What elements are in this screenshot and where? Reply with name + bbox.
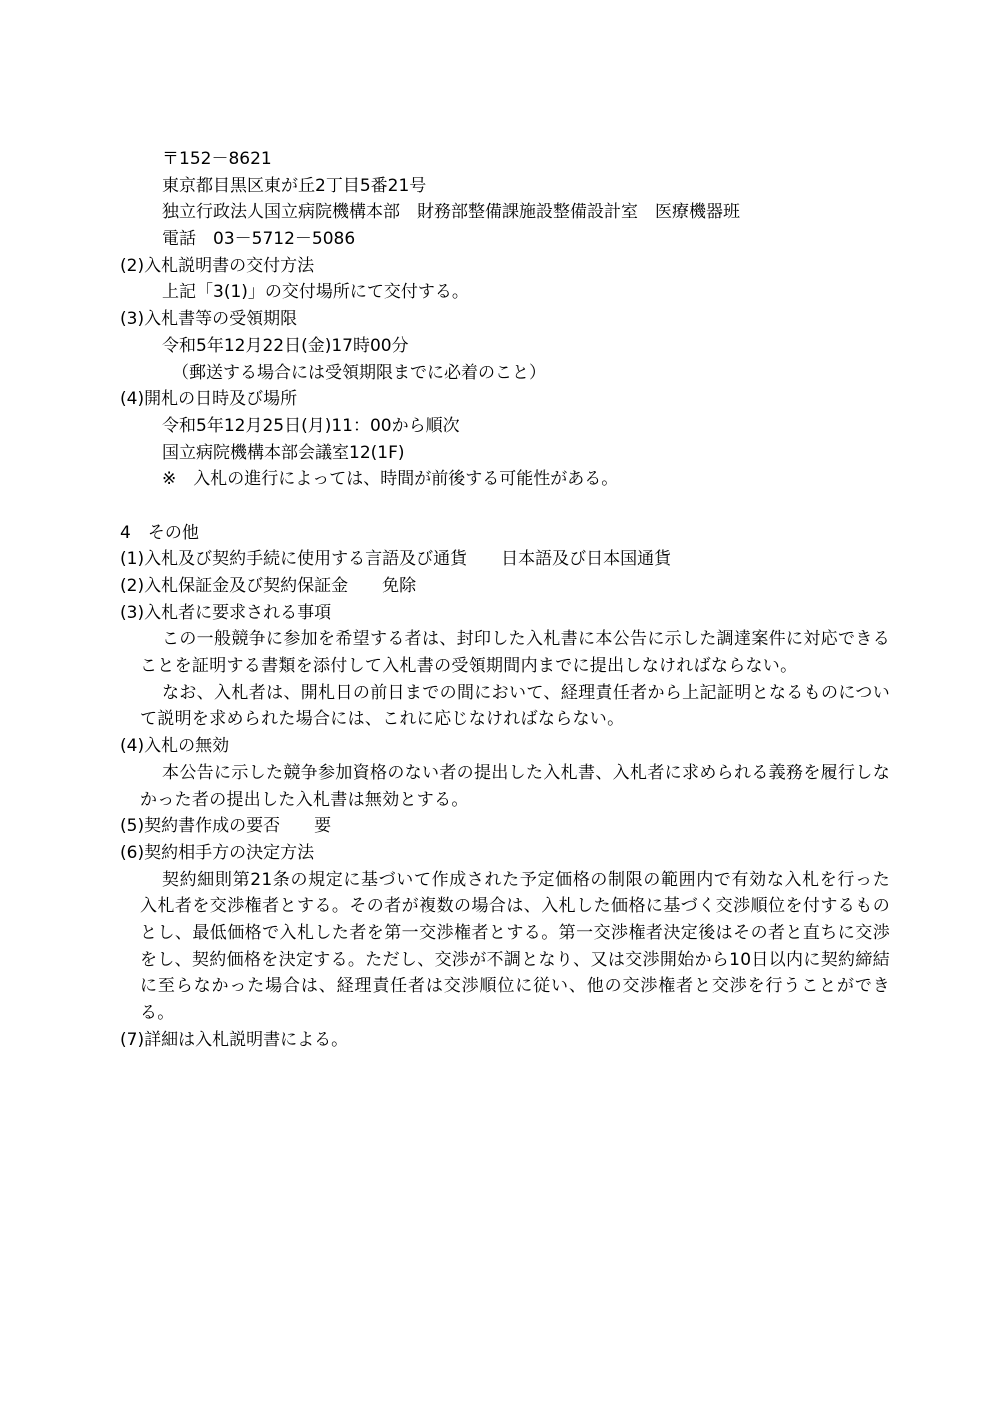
item-4-5: (5)契約書作成の要否 要: [120, 816, 332, 837]
address: 東京都目黒区東が丘2丁目5番21号: [162, 175, 427, 196]
opening-datetime: 令和5年12月25日(月)11：00から順次: [162, 415, 460, 436]
section-heading-3-3: (3)入札書等の受領期限: [120, 309, 298, 330]
section-heading-3-4: (4)開札の日時及び場所: [120, 389, 298, 410]
item-4-4-paragraph: 本公告に示した競争参加資格のない者の提出した入札書、入札者に求められる義務を履行しなかった者の提出した入札書は無効とする。: [140, 762, 890, 810]
section-heading-4: 4 その他: [120, 522, 199, 543]
item-4-4-heading: (4)入札の無効: [120, 736, 230, 757]
postal-code: 〒152－8621: [162, 149, 272, 169]
section-heading-3-2: (2)入札説明書の交付方法: [120, 255, 315, 276]
mail-note: （郵送する場合には受領期限までに必着のこと）: [172, 362, 546, 383]
office-name: 独立行政法人国立病院機構本部 財務部整備課施設整備設計室 医療機器班: [162, 202, 740, 223]
item-4-6-heading: (6)契約相手方の決定方法: [120, 842, 315, 863]
document-page: [120, 146, 890, 1054]
opening-place: 国立病院機構本部会議室12(1F): [162, 442, 405, 463]
item-4-3-paragraph-2: なお、入札者は、開札日の前日までの間において、経理責任者から上記証明となるものについて説明を求められた場合には、これに応じなければならない。: [140, 682, 890, 730]
item-4-3-heading: (3)入札者に要求される事項: [120, 602, 332, 623]
deadline-text: 令和5年12月22日(金)17時00分: [162, 335, 409, 356]
phone-number: 電話 03－5712－5086: [162, 229, 356, 250]
item-4-6-paragraph: 契約細則第21条の規定に基づいて作成された予定価格の制限の範囲内で有効な入札を行った入札者を交渉権者とする。その者が複数の場合は、入札した価格に基づく交渉順位を付するものとし、最低価格で入札した者を第一交渉権者とする。第一交渉権者決定後はその者と直ちに交渉をし、契約価格を決定する。ただし、交渉が不調となり、又は交渉開始から10日以内に契約締結に至らなかった場合は、経理責任者は交渉順位に従い、他の交渉権者と交渉を行うことができる。: [140, 869, 890, 1024]
item-4-7: (7)詳細は入札説明書による。: [120, 1029, 349, 1050]
section-body-3-2: 上記「3(1)」の交付場所にて交付する。: [162, 282, 469, 303]
opening-note: ※ 入札の進行によっては、時間が前後する可能性がある。: [162, 469, 619, 490]
item-4-1: (1)入札及び契約手続に使用する言語及び通貨 日本語及び日本国通貨: [120, 549, 672, 570]
item-4-3-paragraph-1: この一般競争に参加を希望する者は、封印した入札書に本公告に示した調達案件に対応できることを証明する書類を添付して入札書の受領期間内までに提出しなければならない。: [140, 629, 890, 677]
item-4-2: (2)入札保証金及び契約保証金 免除: [120, 576, 417, 596]
spacer: [120, 493, 890, 520]
